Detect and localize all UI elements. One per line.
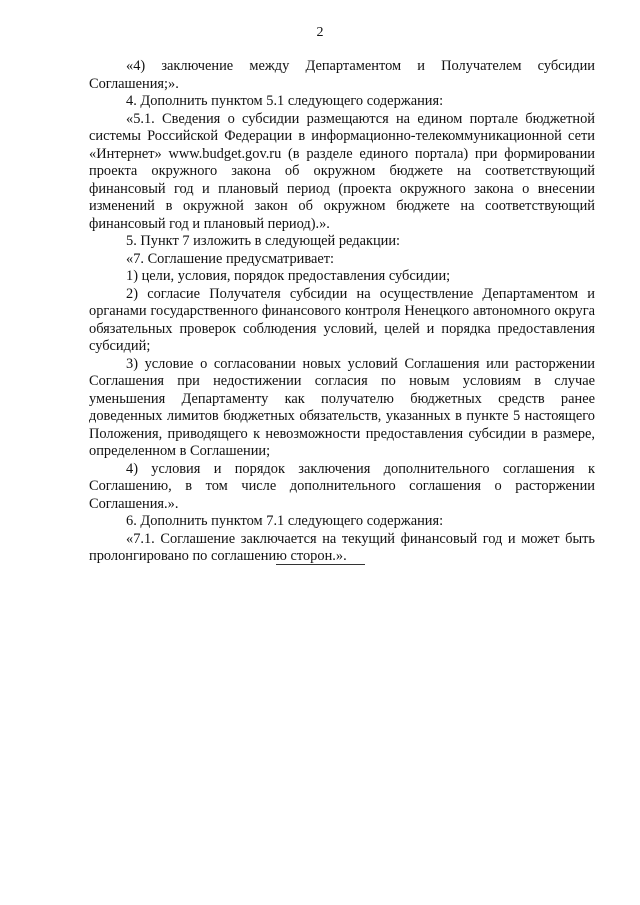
paragraph-item-7-intro: «7. Соглашение предусматривает:: [126, 250, 335, 267]
paragraph-item-7-2: 2) согласие Получателя субсидии на осуществление Департаментом и органами государственного финансового контроля Ненецкого автономного округа обязательных проверок соблюдения условий, целей и порядка предоставления субсидий;: [89, 285, 595, 354]
paragraph-amend-4: 4. Дополнить пунктом 5.1 следующего содержания:: [126, 93, 444, 109]
end-separator-line: [276, 564, 365, 565]
paragraph-item-7-1-agreement: «7.1. Соглашение заключается на текущий финансовый год и может быть пролонгировано по соглашению сторон.».: [89, 530, 595, 564]
paragraph-subitem-4-agreement: «4) заключение между Департаментом и Получателем субсидии Соглашения;».: [89, 58, 595, 92]
paragraph-item-7-1: 1) цели, условия, порядок предоставления субсидии;: [126, 268, 451, 284]
paragraph-item-5-1: «5.1. Сведения о субсидии размещаются на едином портале бюджетной системы Российской Федерации в информационно-телекоммуникационной сети «Интернет» www.budget.gov.ru (в разделе единого портала) при формировании проекта окружного закона об окружном бюджете на соответствующий финансовый год и плановый период (проекта окружного закона о внесении изменений в окружной закон об окружном бюджете на соответствующий финансовый год и плановый период).».: [89, 110, 595, 232]
page-number: 2: [316, 25, 324, 40]
paragraph-amend-6: 6. Дополнить пунктом 7.1 следующего содержания:: [126, 513, 444, 529]
paragraph-item-7-3: 3) условие о согласовании новых условий Соглашения или расторжении Соглашения при недостижении согласия по новым условиям в случае уменьшения Департаменту как получателю бюджетных средств ранее доведенных лимитов бюджетных обязательств, указанных в пункте 5 настоящего Положения, приводящего к невозможности предоставления субсидии в размере, определенном в Соглашении;: [89, 355, 595, 459]
document-body: [89, 58, 595, 566]
paragraph-amend-5: 5. Пункт 7 изложить в следующей редакции:: [126, 233, 401, 249]
paragraph-item-7-4: 4) условия и порядок заключения дополнительного соглашения к Соглашению, в том числе дополнительного соглашения о расторжении Соглашения.».: [89, 460, 595, 512]
